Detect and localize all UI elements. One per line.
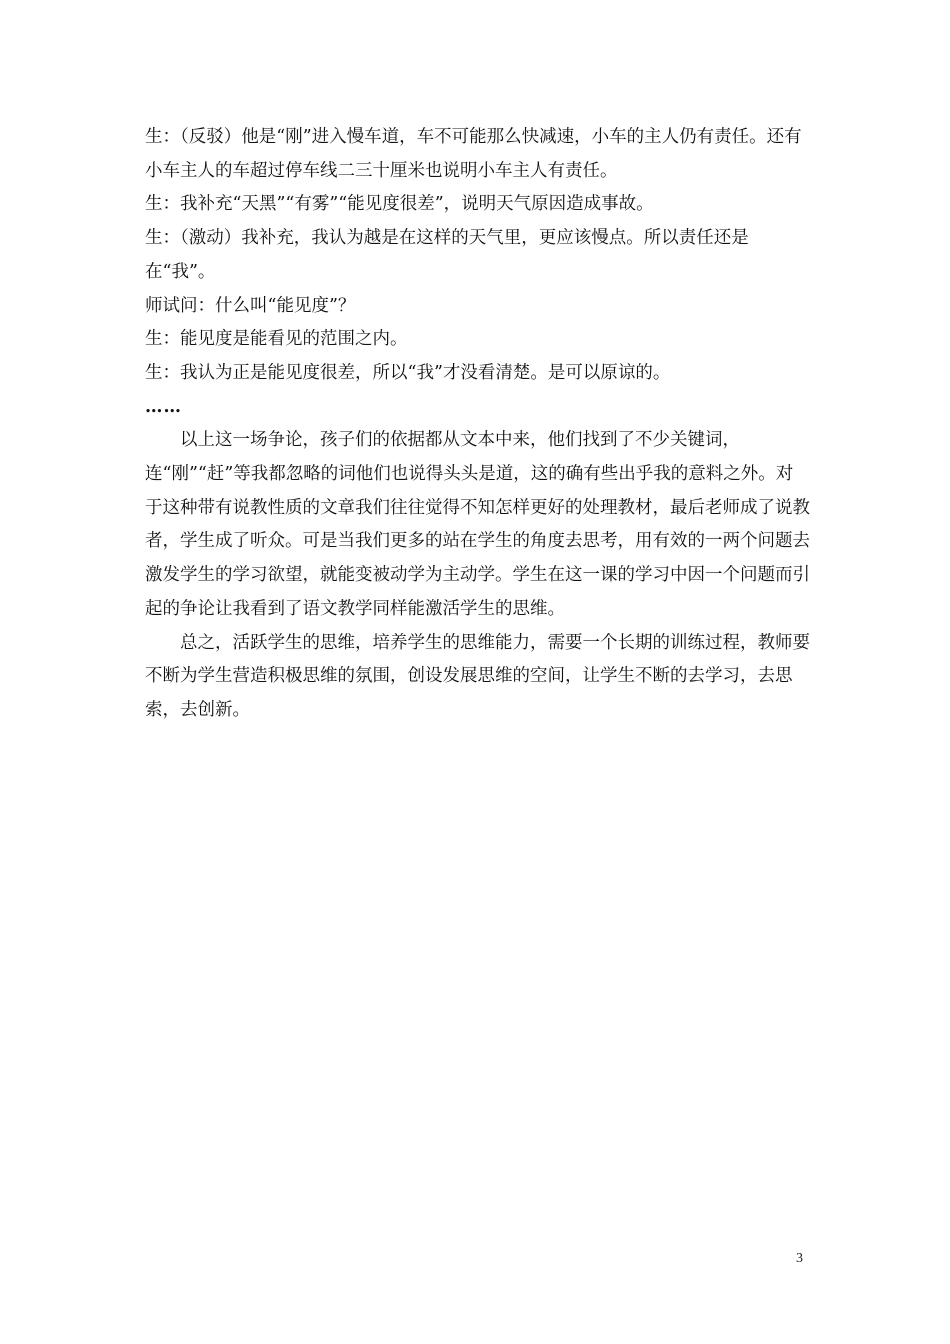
dialogue-line: 生：能见度是能看见的范围之内。 bbox=[145, 329, 408, 350]
ellipsis: …… bbox=[145, 396, 182, 417]
page-number: 3 bbox=[796, 1251, 803, 1266]
dialogue-line: 生：我认为正是能见度很差，所以“我”才没看清楚。是可以原谅的。 bbox=[145, 362, 671, 383]
dialogue-line: 师试问：什么叫“能见度”？ bbox=[145, 295, 356, 316]
dialogue-line: 生：（激动）我补充，我认为越是在这样的天气里，更应该慢点。所以责任还是在“我”。 bbox=[145, 228, 749, 282]
dialogue-line: 生：（反驳）他是“刚”进入慢车道，车不可能那么快减速，小车的主人仍有责任。还有小车主人的车超过停车线二三十厘米也说明小车主人有责任。 bbox=[145, 127, 802, 181]
dialogue-line: 生：我补充“天黑”“有雾”“能见度很差”，说明天气原因造成事故。 bbox=[145, 194, 654, 215]
body-paragraph: 总之，活跃学生的思维，培养学生的思维能力，需要一个长期的训练过程，教师要不断为学生营造积极思维的氛围，创设发展思维的空间，让学生不断的去学习，去思索，去创新。 bbox=[145, 632, 810, 720]
page-body bbox=[145, 121, 810, 728]
body-paragraph: 以上这一场争论，孩子们的依据都从文本中来，他们找到了不少关键词，连“刚”“赶”等我都忽略的词他们也说得头头是道，这的确有些出乎我的意料之外。对于这种带有说教性质的文章我们往往觉得不知怎样更好的处理教材，最后老师成了说教者，学生成了听众。可是当我们更多的站在学生的角度去思考，用有效的一两个问题去激发学生的学习欲望，就能变被动学为主动学。学生在这一课的学习中因一个问题而引起的争论让我看到了语文教学同样能激活学生的思维。 bbox=[145, 430, 810, 619]
